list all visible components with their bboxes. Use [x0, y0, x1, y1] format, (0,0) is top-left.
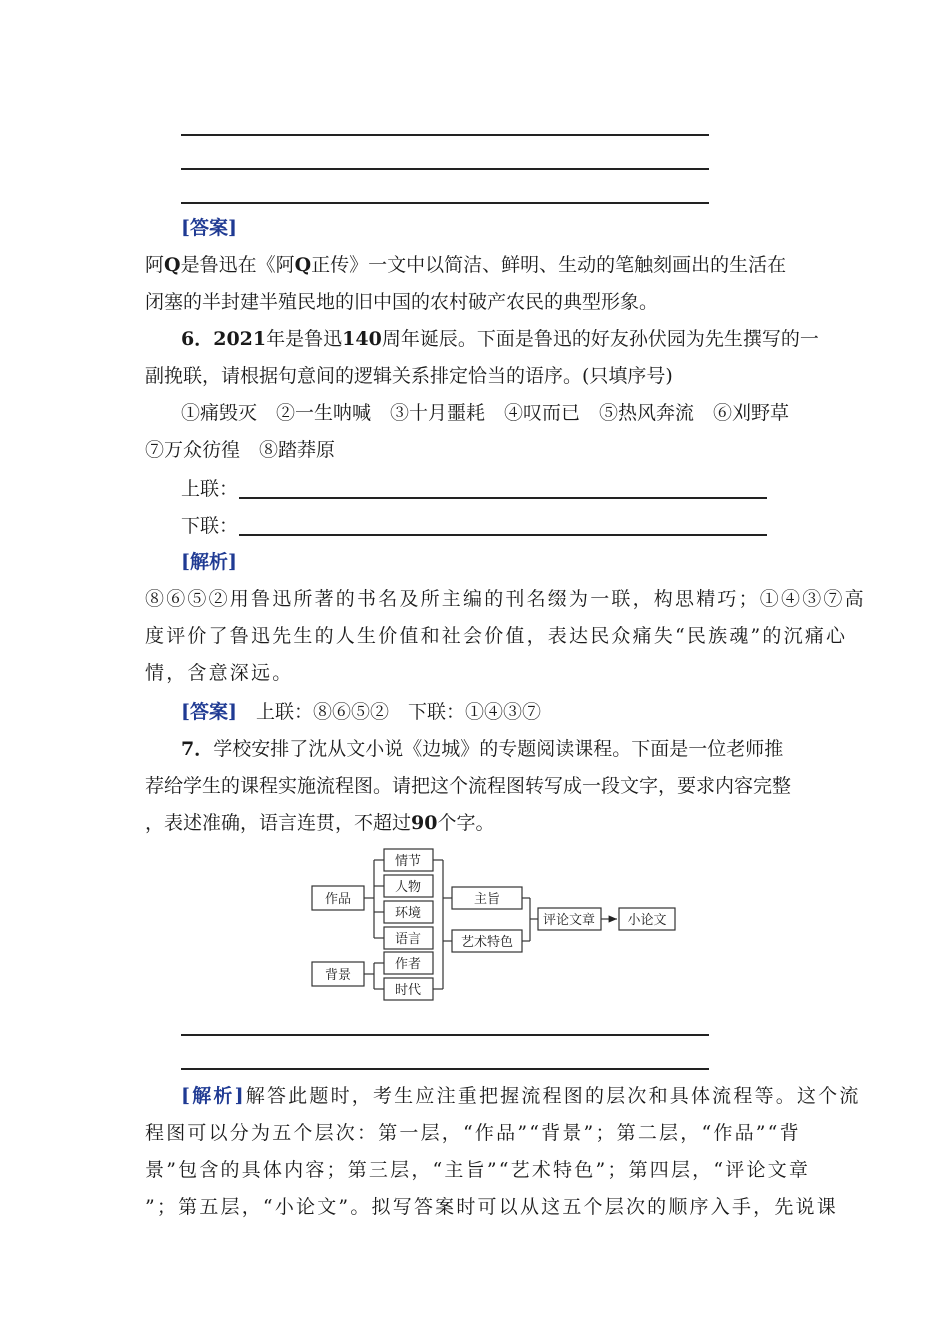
q5-answer-text: 是鲁迅在《阿 — [180, 254, 295, 276]
theme-label: 主旨 — [473, 892, 501, 907]
essay-box — [619, 908, 675, 930]
q7-stem-line-2: 荐给学生的课程实施流程图。请把这个流程图转写成一段文字，要求内容完整 — [145, 775, 792, 797]
answer-line-1 — [181, 134, 709, 136]
language-box — [384, 927, 433, 949]
q6-options-line-2: ⑦万众彷徨 ⑧踏莽原 — [145, 439, 336, 461]
q7-stem-line-3 — [145, 811, 494, 835]
question-number: 6． — [181, 328, 214, 350]
art-features-label: 艺术特色 — [460, 935, 514, 950]
review-box — [538, 908, 601, 930]
q5-answer-line-1 — [145, 253, 786, 277]
q7-text: 学校安排了沈从文小说《边城》的专题阅读课程。下面是一位老师推 — [213, 738, 784, 760]
upper-couplet-label: 上联： — [181, 478, 239, 500]
plot-box — [384, 849, 433, 871]
analysis-tag: [解析] — [181, 551, 237, 573]
character-label: 人物 — [394, 880, 422, 895]
q7-answer-line-1 — [181, 1034, 709, 1036]
environment-label: 环境 — [394, 906, 422, 921]
lower-couplet-blank — [239, 534, 767, 536]
essay-label: 小论文 — [627, 913, 667, 928]
q6-number: 140 — [342, 328, 382, 350]
works-box — [312, 886, 364, 910]
q6-text: 周年诞辰。下面是鲁迅的好友孙伏园为先生撰写的一 — [381, 328, 819, 350]
era-label: 时代 — [394, 983, 422, 998]
character-box — [384, 875, 433, 897]
q6-analysis-line-3: 情，含意深远。 — [145, 662, 294, 684]
q7-number: 90 — [411, 812, 438, 834]
art-features-box — [452, 930, 522, 952]
answer-tag: [答案] — [181, 701, 237, 723]
q5-answer-q: Q — [164, 254, 181, 276]
q7-analysis-line-2: 程图可以分为五个层次：第一层，“作品”“背景”；第二层，“作品”“背 — [145, 1122, 801, 1144]
lower-couplet-label: 下联： — [181, 515, 239, 537]
q6-stem-line-1 — [181, 327, 819, 351]
q7-text: ，表述准确，语言连贯，不超过 — [145, 812, 412, 834]
theme-box — [452, 887, 522, 909]
q5-answer-text: 阿 — [145, 254, 165, 276]
q5-answer-q: Q — [294, 254, 312, 276]
q7-analysis-line-1 — [181, 1084, 861, 1108]
q6-options-line-1: ①痛毁灭 ②一生呐喊 ③十月噩耗 ④叹而已 ⑤热风奔流 ⑥刈野草 — [181, 402, 790, 424]
q5-answer-text: 正传》一文中以简洁、鲜明、生动的笔触刻画出的生活在 — [311, 254, 787, 276]
background-label: 背景 — [324, 968, 352, 983]
era-box — [384, 978, 433, 1000]
q7-analysis-text: 解答此题时，考生应注重把握流程图的层次和具体流程等。这个流 — [245, 1085, 861, 1107]
q6-stem-line-2: 副挽联，请根据句意间的逻辑关系排定恰当的语序。(只填序号) — [145, 365, 673, 387]
question-number: 7． — [181, 738, 214, 760]
q7-text: 个字。 — [437, 812, 495, 834]
q7-analysis-line-3: 景”包含的具体内容；第三层，“主旨”“艺术特色”；第四层，“评论文章 — [145, 1159, 811, 1181]
language-label: 语言 — [394, 932, 422, 947]
q6-analysis-line-1: ⑧⑥⑤②用鲁迅所著的书名及所主编的刊名缀为一联，构思精巧；①④③⑦高 — [145, 588, 866, 610]
q7-answer-line-2 — [181, 1068, 709, 1070]
answer-tag: [答案] — [181, 217, 237, 239]
q6-text: 年是鲁迅 — [266, 328, 343, 350]
upper-couplet-blank — [239, 497, 767, 499]
works-label: 作品 — [324, 892, 352, 907]
q6-answer-text: 上联：⑧⑥⑤② 下联：①④③⑦ — [256, 701, 542, 723]
author-label: 作者 — [394, 957, 422, 972]
q6-answer — [181, 700, 541, 724]
plot-label: 情节 — [394, 854, 422, 869]
q6-year: 2021 — [213, 328, 267, 350]
q7-analysis-line-4: ”；第五层，“小论文”。拟写答案时可以从这五个层次的顺序入手，先说课 — [145, 1196, 838, 1218]
q5-answer-line-2: 闭塞的半封建半殖民地的旧中国的农村破产农民的典型形象。 — [145, 291, 659, 313]
author-box — [384, 952, 433, 974]
review-label: 评论文章 — [542, 913, 596, 928]
answer-line-3 — [181, 202, 709, 204]
answer-line-2 — [181, 168, 709, 170]
q6-analysis-line-2: 度评价了鲁迅先生的人生价值和社会价值，表达民众痛失“民族魂”的沉痛心 — [145, 625, 848, 647]
analysis-tag: [解析] — [181, 1085, 246, 1107]
background-box — [312, 962, 364, 986]
environment-box — [384, 901, 433, 923]
q7-stem-line-1 — [181, 737, 783, 761]
